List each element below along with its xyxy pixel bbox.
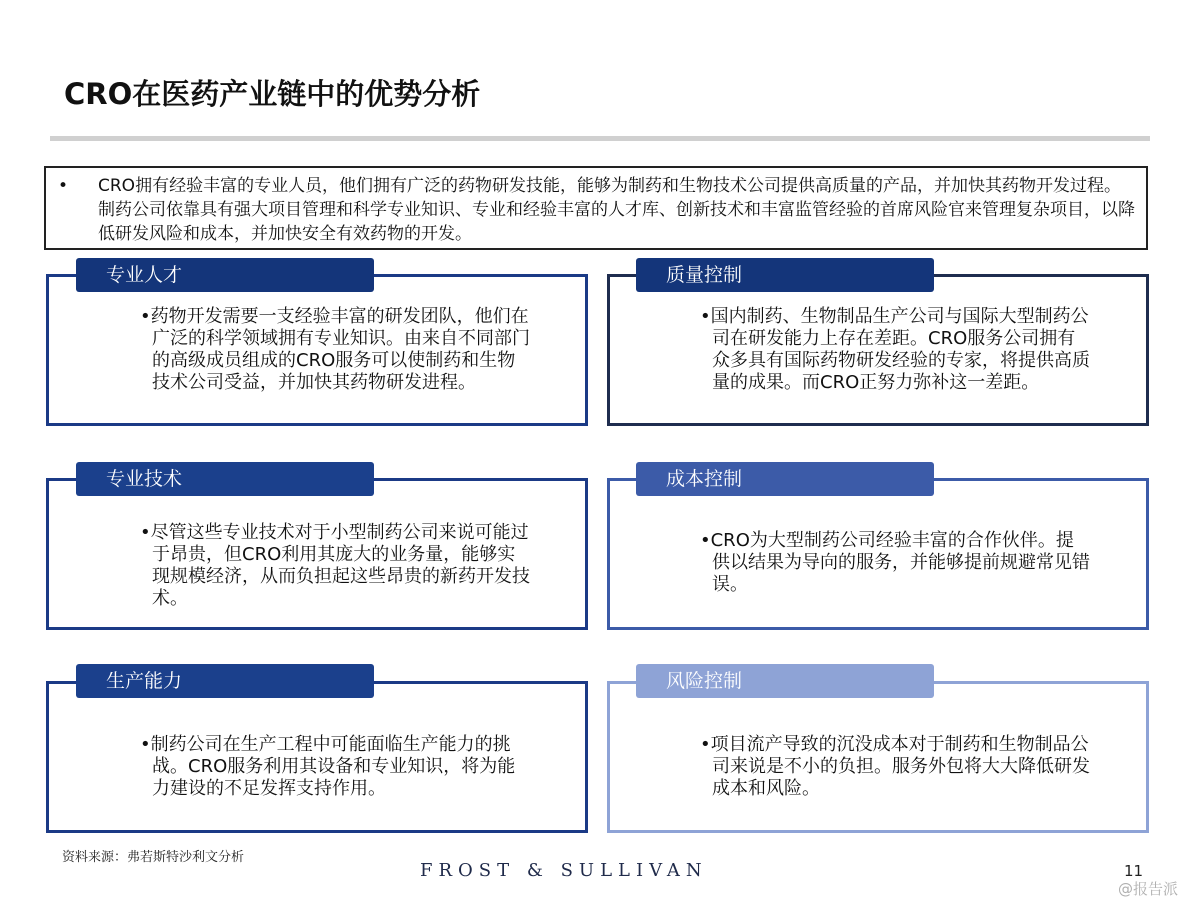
card-risk-text: •项目流产导致的沉没成本对于制药和生物制品公司来说是不小的负担。服务外包将大大降低研发成本和风险。: [700, 734, 1090, 799]
page-title: CRO在医药产业链中的优势分析: [64, 77, 481, 111]
source-note: 资料来源：弗若斯特沙利文分析: [62, 850, 245, 865]
card-talent-text: •药物开发需要一支经验丰富的研发团队，他们在广泛的科学领域拥有专业知识。由来自不同部门的高级成员组成的CRO服务可以使制药和生物技术公司受益，并加快其药物研发进程。: [140, 306, 530, 393]
card-capacity-text: •制药公司在生产工程中可能面临生产能力的挑战。CRO服务利用其设备和专业知识，将为能力建设的不足发挥支持作用。: [140, 734, 516, 799]
card-tech-label: 专业技术: [76, 462, 374, 496]
frost-sullivan-logo: FROST & SULLIVAN: [420, 860, 708, 881]
card-cost-label: 成本控制: [636, 462, 934, 496]
card-talent-label: 专业人才: [76, 258, 374, 292]
summary-box: [44, 166, 1148, 250]
summary-bullet: •: [58, 176, 69, 196]
card-risk-label: 风险控制: [636, 664, 934, 698]
card-cost-text: •CRO为大型制药公司经验丰富的合作伙伴。提供以结果为导向的服务，并能够提前规避常见错误。: [700, 530, 1090, 595]
summary-text: CRO拥有经验丰富的专业人员，他们拥有广泛的药物研发技能，能够为制药和生物技术公司提供高质量的产品，并加快其药物开发过程。制药公司依靠具有强大项目管理和科学专业知识、专业和经验丰富的人才库、创新技术和丰富监管经验的首席风险官来管理复杂项目，以降低研发风险和成本，并加快安全有效药物的开发。: [98, 176, 1135, 244]
card-capacity-label: 生产能力: [76, 664, 374, 698]
page-number: 11: [1124, 862, 1144, 880]
card-tech-text: •尽管这些专业技术对于小型制药公司来说可能过于昂贵，但CRO利用其庞大的业务量，能够实现规模经济，从而负担起这些昂贵的新药开发技术。: [140, 522, 530, 609]
watermark: @报告派: [1118, 880, 1179, 898]
card-quality-text: •国内制药、生物制品生产公司与国际大型制药公司在研发能力上存在差距。CRO服务公司拥有众多具有国际药物研发经验的专家，将提供高质量的成果。而CRO正努力弥补这一差距。: [700, 306, 1090, 393]
card-quality-label: 质量控制: [636, 258, 934, 292]
title-divider: [50, 136, 1150, 141]
